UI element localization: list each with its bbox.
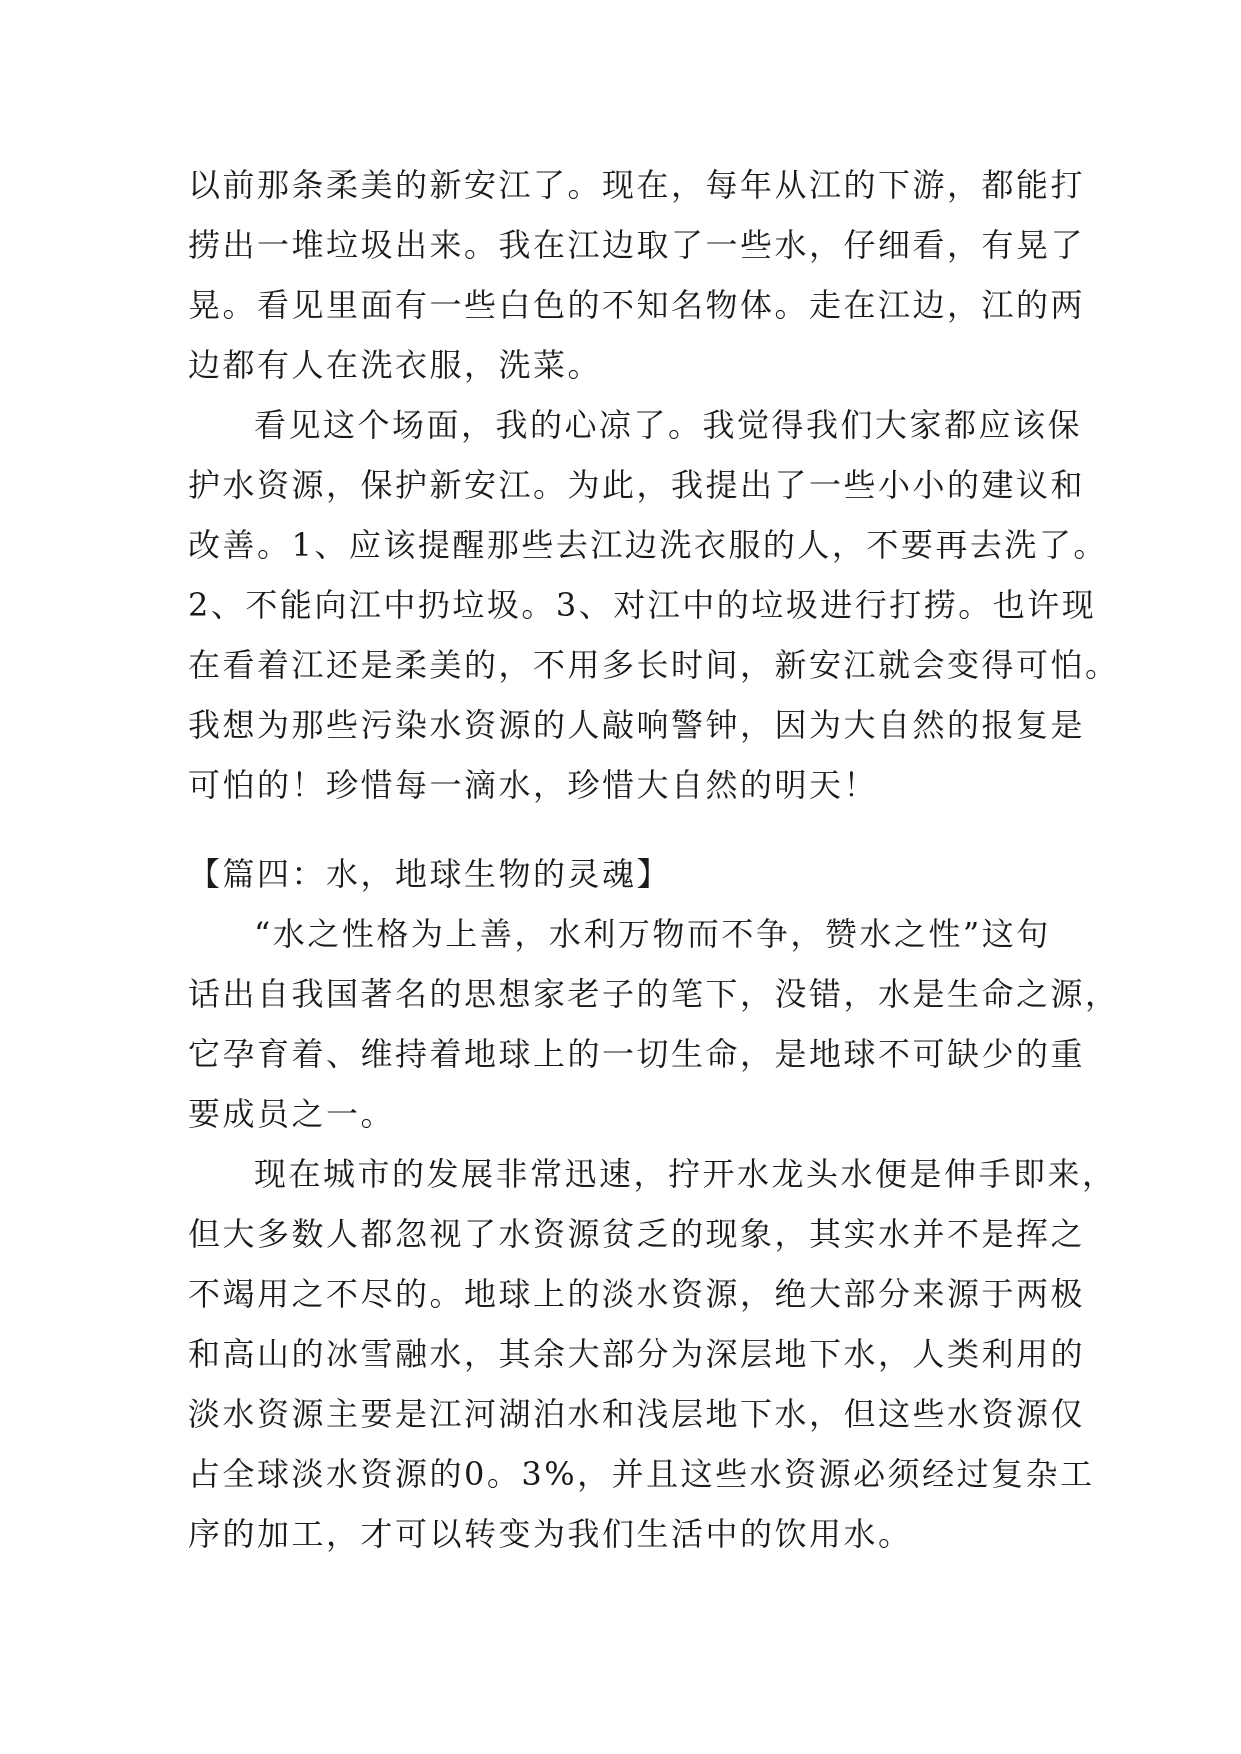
- paragraph-line: 看见这个场面，我的心凉了。我觉得我们大家都应该保: [254, 406, 1083, 444]
- paragraph-line: 边都有人在洗衣服，洗菜。: [188, 346, 603, 384]
- previous-essay-continuation: [188, 155, 1120, 815]
- paragraph-line: 它孕育着、维持着地球上的一切生命，是地球不可缺少的重: [188, 1035, 1086, 1073]
- paragraph-line: 在看着江还是柔美的，不用多长时间，新安江就会变得可怕。: [188, 646, 1120, 684]
- paragraph-line: 改善。1、应该提醒那些去江边洗衣服的人，不要再去洗了。: [188, 526, 1108, 564]
- paragraph-line: 晃。看见里面有一些白色的不知名物体。走在江边，江的两: [188, 286, 1086, 324]
- paragraph-line: 和高山的冰雪融水，其余大部分为深层地下水，人类利用的: [188, 1335, 1086, 1373]
- paragraph-line: 但大多数人都忽视了水资源贫乏的现象，其实水并不是挥之: [188, 1215, 1086, 1253]
- paragraph-line: 可怕的！珍惜每一滴水，珍惜大自然的明天！: [188, 766, 879, 804]
- paragraph-line: 要成员之一。: [188, 1095, 396, 1133]
- paragraph-line: 我想为那些污染水资源的人敲响警钟，因为大自然的报复是: [188, 706, 1086, 744]
- paragraph-line: 捞出一堆垃圾出来。我在江边取了一些水，仔细看，有晃了: [188, 226, 1086, 264]
- paragraph-line: 淡水资源主要是江河湖泊水和浅层地下水，但这些水资源仅: [188, 1395, 1086, 1433]
- paragraph-line: “水之性格为上善，水利万物而不争，赞水之性”这句: [254, 915, 1051, 953]
- paragraph-line: 不竭用之不尽的。地球上的淡水资源，绝大部分来源于两极: [188, 1275, 1086, 1313]
- paragraph-line: 序的加工，才可以转变为我们生活中的饮用水。: [188, 1515, 913, 1553]
- paragraph-line: 现在城市的发展非常迅速，拧开水龙头水便是伸手即来，: [254, 1155, 1117, 1193]
- paragraph-line: 护水资源，保护新安江。为此，我提出了一些小小的建议和: [188, 466, 1086, 504]
- essay-section-four: [188, 844, 1120, 1564]
- section-title: 【篇四：水，地球生物的灵魂】: [188, 855, 672, 893]
- paragraph-line: 以前那条柔美的新安江了。现在，每年从江的下游，都能打: [188, 166, 1086, 204]
- paragraph-line: 2、不能向江中扔垃圾。3、对江中的垃圾进行打捞。也许现: [188, 586, 1097, 624]
- paragraph-line: 话出自我国著名的思想家老子的笔下，没错，水是生命之源，: [188, 975, 1120, 1013]
- paragraph-line: 占全球淡水资源的0。3%，并且这些水资源必须经过复杂工: [188, 1455, 1095, 1493]
